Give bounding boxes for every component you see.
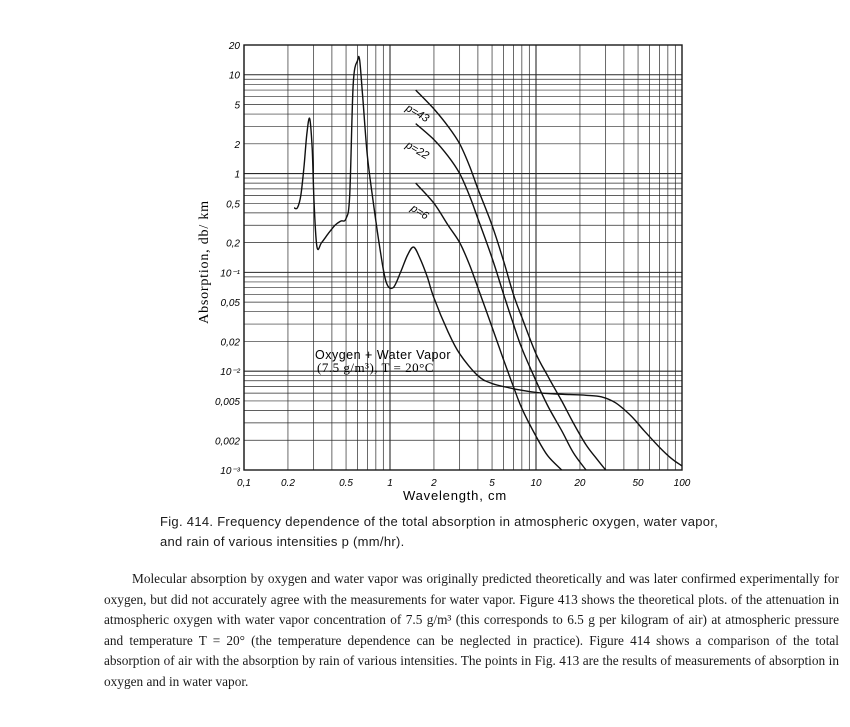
figure-caption: Fig. 414. Frequency dependence of the total absorption in atmospheric oxygen, water vapor, and rain of various intensities p (mm/hr).: [160, 514, 719, 549]
series-label-rain: p=43: [403, 102, 431, 125]
series-line-2: [416, 124, 586, 470]
y-tick-label: 20: [228, 41, 240, 52]
x-tick-label: 0,1: [237, 478, 251, 489]
y-axis-title: Absorption, db/ km: [197, 200, 212, 324]
y-tick-label: 0,5: [226, 199, 240, 211]
body-paragraph: Molecular absorption by oxygen and water vapor was originally predicted theoretically and was later confirmed experimentally for oxygen, but did not accurately agree with the measurements for water vapor. Figure 413 shows the theoretical plots. of the attenuation in atmospheric oxygen with water vapor concentration of 7.5 g/m³ (this corresponds to 6.5 g per kilogram of air) at atmospheric pressure and temperature T = 20° (the temperature dependence can be neglected in practice). Figure 414 shows a comparison of the total absorption of air with the absorption by rain of various intensities. The points in Fig. 413 are the results of measurements of absorption in oxygen and in water vapor.: [104, 571, 839, 689]
y-tick-label: 0,2: [226, 238, 240, 250]
y-tick-label: 0,05: [220, 298, 240, 310]
series-label-oxygen-conditions: (7.5 g/m³), T = 20°C: [317, 360, 434, 375]
series-label-rain: p=6: [408, 202, 431, 223]
y-tick-label: 1: [234, 169, 240, 181]
x-tick-label: 0.2: [280, 478, 295, 489]
x-tick-label: 20: [574, 478, 586, 489]
y-tick-label: 5: [234, 100, 240, 112]
series-label-rain: p=22: [403, 139, 431, 162]
y-tick-label: 0,02: [220, 337, 240, 349]
x-tick-label: 50: [632, 478, 644, 489]
series-line-3: [416, 183, 562, 470]
x-tick-label: 2: [431, 478, 437, 489]
x-tick-label: 5: [489, 478, 495, 489]
y-tick-label: 10⁻¹: [220, 268, 240, 280]
x-tick-label: 100: [673, 478, 691, 489]
chart-tick-labels: [215, 41, 691, 489]
x-tick-label: 10: [530, 478, 542, 489]
x-tick-label: 0.5: [339, 478, 354, 489]
plot-frame: [244, 45, 682, 470]
series-label-oxygen: Oxygen + Water Vapor: [315, 348, 452, 362]
y-tick-label: 10⁻²: [220, 367, 240, 379]
y-tick-label: 10: [228, 70, 240, 82]
y-tick-label: 10⁻³: [220, 466, 240, 477]
y-tick-label: 0,005: [214, 396, 240, 408]
series-line-1: [416, 90, 606, 470]
y-tick-label: 0,002: [214, 436, 240, 448]
x-tick-label: 1: [387, 478, 393, 489]
y-tick-label: 2: [234, 139, 240, 151]
chart-grid: [244, 45, 682, 470]
x-axis-title: Wavelength, cm: [403, 488, 507, 503]
